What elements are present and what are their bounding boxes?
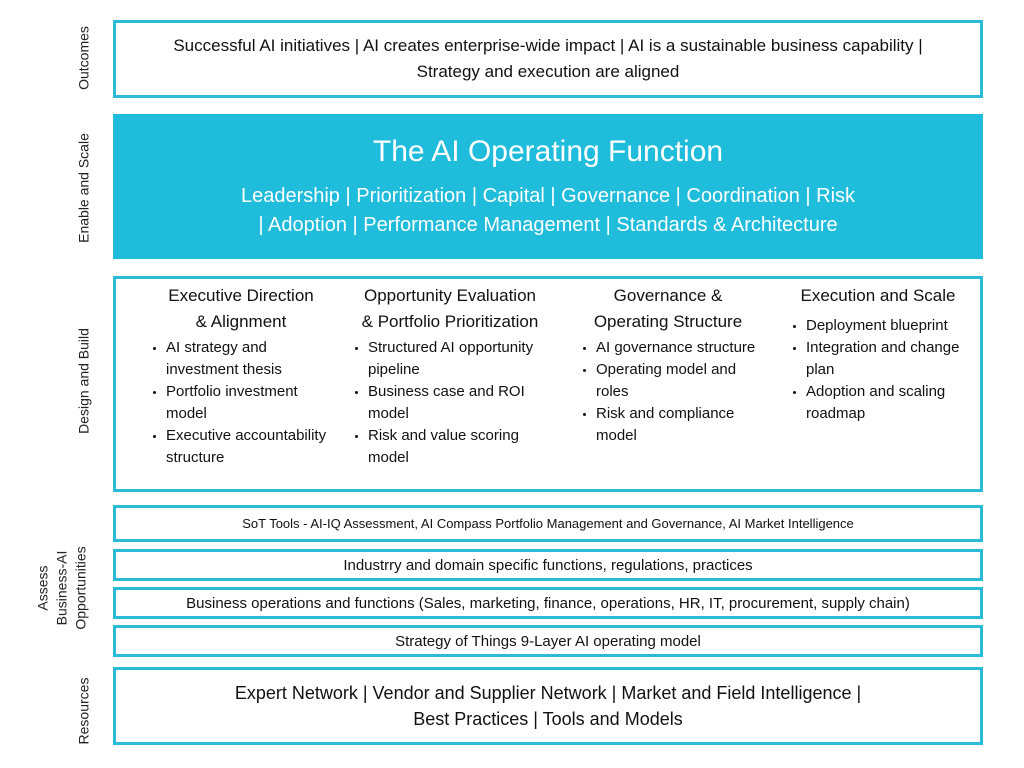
aof-capabilities-line1: Leadership | Prioritization | Capital | Governance | Coordination | Risk [240,184,856,207]
assess-side-label [34,546,91,629]
list-item: • Structured AI opportunity pipeline [368,337,550,381]
assess-label-line2: Business-AI [53,550,70,626]
column-title [350,283,550,335]
column-title [788,283,968,309]
assess-layer-business-operations [113,587,983,619]
layer-text: Industrry and domain specific functions, regulations, practices [343,556,753,574]
aof-capabilities [241,182,855,240]
column-title-line2: Operating Structure [593,312,743,331]
column-title-line1: Executive Direction [168,286,314,305]
list-item: • Deployment blueprint [806,315,968,337]
resources-box [113,667,983,745]
outcomes-side-label: Outcomes [75,26,92,90]
ai-operating-function-box [113,114,983,259]
column-list [148,337,334,469]
assess-label-line1: Assess [34,565,51,611]
column-title-line2: & Alignment [195,312,287,331]
column-title-line1: Governance & [613,286,723,305]
list-item: • Portfolio investment model [166,381,334,425]
column-title-line1: Execution and Scale [800,286,956,305]
design-column-governance [578,283,758,447]
enable-scale-side-label: Enable and Scale [75,133,92,243]
list-item: • Operating model and roles [596,359,758,403]
assess-layer-operating-model [113,625,983,657]
column-title [578,283,758,335]
design-build-side-label: Design and Build [75,328,92,434]
list-item: • Executive accountability structure [166,425,334,469]
assess-label-line3: Opportunities [72,546,89,630]
column-list [350,337,550,469]
list-item: • Integration and change plan [806,337,968,381]
column-list [788,315,968,425]
resources-text [235,680,861,732]
column-title-line2: & Portfolio Prioritization [361,312,539,331]
design-build-box [113,276,983,492]
outcomes-line2: Strategy and execution are aligned [416,62,680,81]
resources-line1: Expert Network | Vendor and Supplier Network | Market and Field Intelligence | [234,683,862,703]
list-item: • Adoption and scaling roadmap [806,381,968,425]
list-item: • Business case and ROI model [368,381,550,425]
column-title-line1: Opportunity Evaluation [364,286,536,305]
design-column-executive-direction [148,283,334,469]
assess-layer-industry [113,549,983,581]
assess-layer-sot-tools [113,505,983,542]
list-item: • Risk and value scoring model [368,425,550,469]
outcomes-line1: Successful AI initiatives | AI creates enterprise-wide impact | AI is a sustainable business capability | [173,36,923,55]
outcomes-text [173,33,922,85]
list-item: • AI strategy and investment thesis [166,337,334,381]
list-item: • Risk and compliance model [596,403,758,447]
list-item: • AI governance structure [596,337,758,359]
outcomes-box [113,20,983,98]
aof-capabilities-line2: | Adoption | Performance Management | Standards & Architecture [258,213,838,236]
design-column-opportunity-evaluation [350,283,550,469]
layer-text: Business operations and functions (Sales, marketing, finance, operations, HR, IT, procurement, supply chain) [186,594,910,612]
resources-side-label: Resources [75,677,92,745]
column-title [148,283,334,335]
layer-text: Strategy of Things 9-Layer AI operating model [395,632,701,650]
design-column-execution-scale [788,283,968,425]
aof-title: The AI Operating Function [372,134,724,168]
resources-line2: Best Practices | Tools and Models [413,709,683,729]
column-list [578,337,758,447]
layer-text: SoT Tools - AI-IQ Assessment, AI Compass Portfolio Management and Governance, AI Market Intelligence [242,516,854,531]
